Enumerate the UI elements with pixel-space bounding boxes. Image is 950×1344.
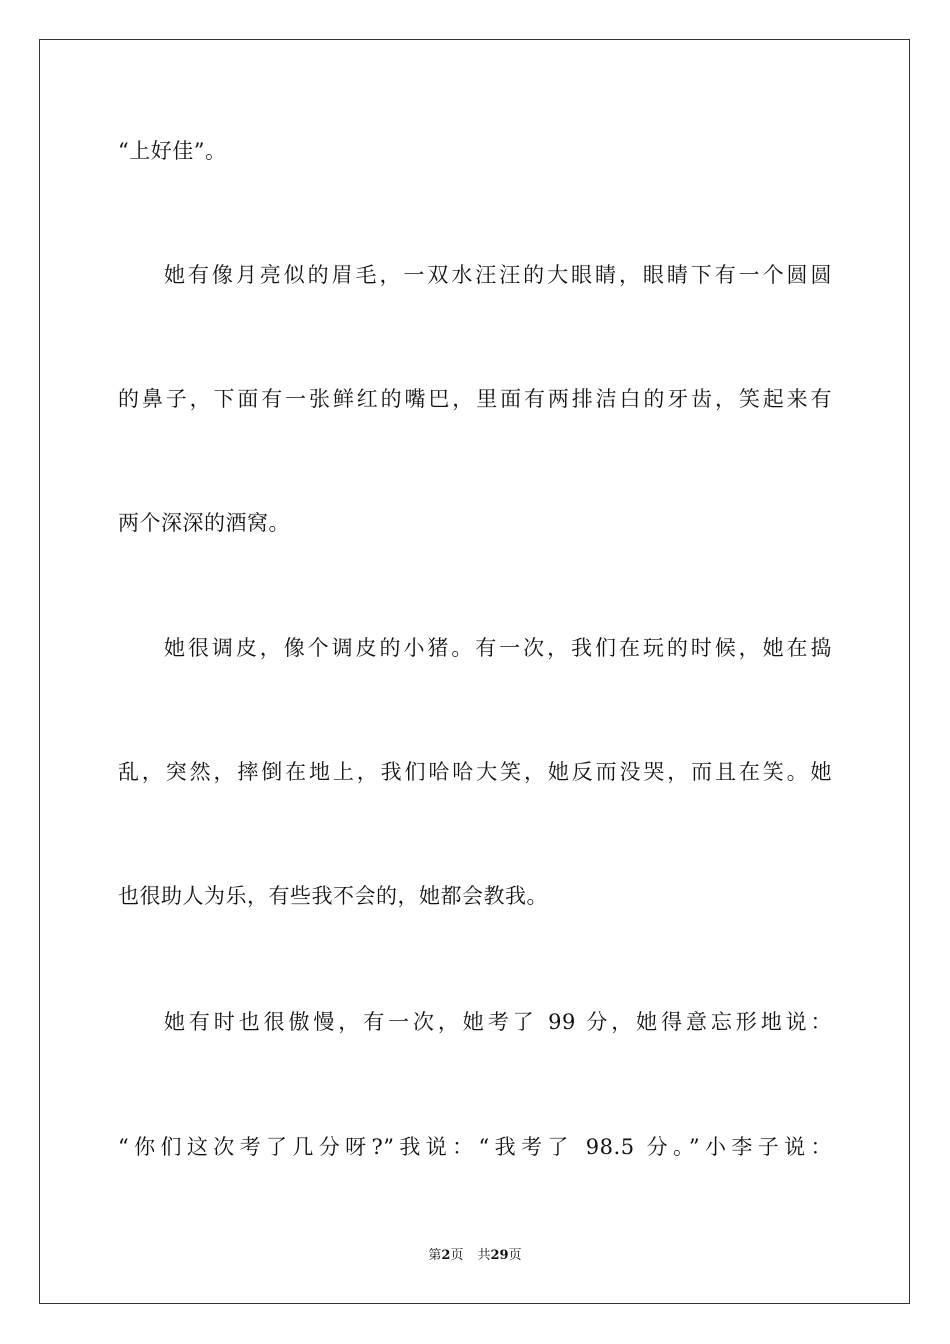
page-suffix: 页 [450, 1248, 464, 1263]
total-pages: 29 [490, 1248, 509, 1263]
paragraph-2-line-3: 两个深深的酒窝。 [118, 511, 290, 535]
page-number: 2 [441, 1248, 451, 1263]
page-footer [0, 1247, 950, 1265]
text-line-1: “上好佳”。 [118, 139, 227, 163]
paragraph-4-line-1: 她有时也很傲慢，有一次，她考了 99 分，她得意忘形地说： [164, 1010, 832, 1034]
paragraph-3-line-2: 乱，突然，摔倒在地上，我们哈哈大笑，她反而没哭，而且在笑。她 [118, 760, 832, 784]
total-prefix: 共 [477, 1248, 491, 1263]
total-suffix: 页 [508, 1248, 522, 1263]
page-border [39, 39, 910, 1304]
paragraph-4-line-2: “你们这次考了几分呀?”我说：“我考了 98.5 分。”小李子说： [118, 1135, 832, 1159]
paragraph-3-line-1: 她很调皮，像个调皮的小猪。有一次，我们在玩的时候，她在捣 [164, 636, 832, 660]
paragraph-3-line-3: 也很助人为乐，有些我不会的，她都会教我。 [118, 884, 548, 908]
paragraph-2-line-1: 她有像月亮似的眉毛，一双水汪汪的大眼睛，眼睛下有一个圆圆 [164, 263, 832, 287]
paragraph-2-line-2: 的鼻子，下面有一张鲜红的嘴巴，里面有两排洁白的牙齿，笑起来有 [118, 387, 832, 411]
page-prefix: 第 [428, 1248, 442, 1263]
